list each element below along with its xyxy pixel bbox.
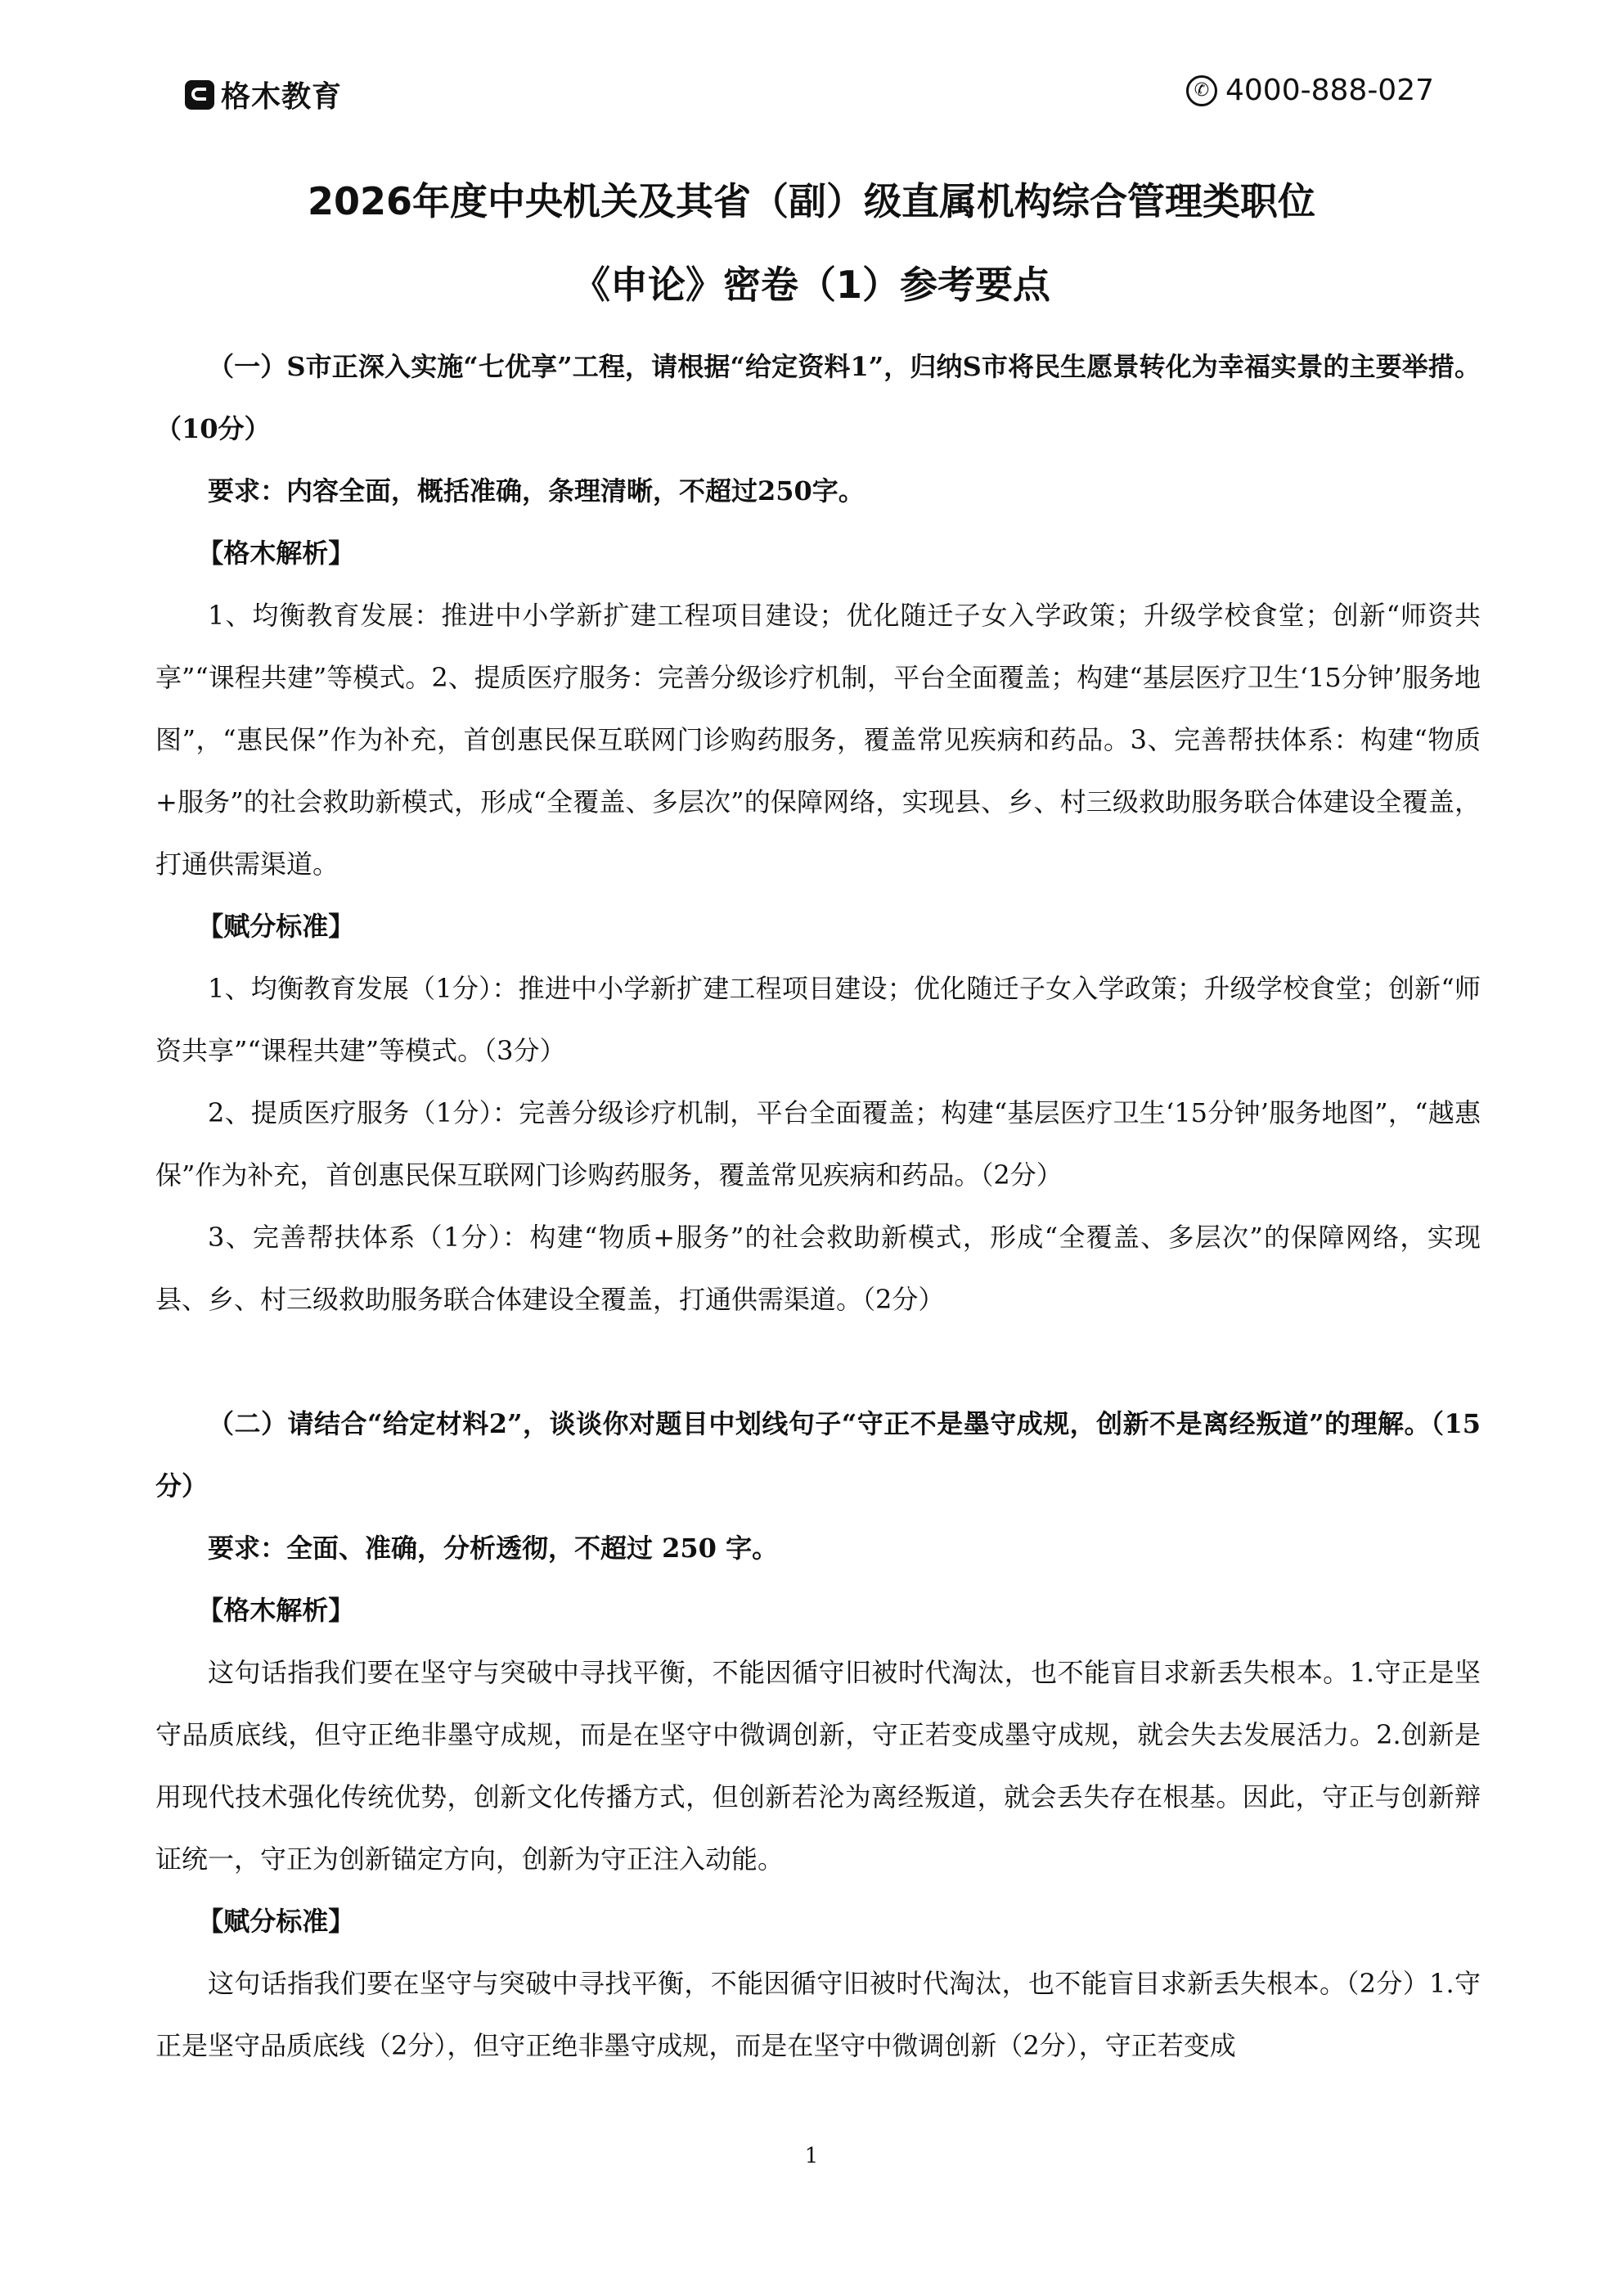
- question-2: （二）请结合“给定材料2”，谈谈你对题目中划线句子“守正不是墨守成规，创新不是离经叛道”的理解。（15分）: [155, 1408, 1481, 1501]
- phone-icon: ✆: [1186, 75, 1217, 106]
- brand-logo: [185, 74, 342, 115]
- hotline-number: 4000-888-027: [1225, 74, 1435, 107]
- brand-logo-icon: [185, 80, 214, 110]
- page-number: 1: [804, 2144, 819, 2168]
- document-body: [155, 335, 1481, 2077]
- hotline: [1186, 74, 1434, 107]
- document-title-line1: 2026年度中央机关及其省（副）级直属机构综合管理类职位: [307, 179, 1316, 223]
- question-1-scoring-heading: 【赋分标准】: [197, 911, 355, 942]
- question-1-requirement: 要求：内容全面，概括准确，条理清晰，不超过250字。: [208, 475, 865, 506]
- question-2-analysis: 这句话指我们要在坚守与突破中寻找平衡，不能因循守旧被时代淘汰，也不能盲目求新丢失根本。1.守正是坚守品质底线，但守正绝非墨守成规，而是在坚守中微调创新，守正若变成墨守成规，就会失去发展活力。2.创新是用现代技术强化传统优势，创新文化传播方式，但创新若沦为离经叛道，就会丢失存在根基。因此，守正与创新辩证统一，守正为创新锚定方向，创新为守正注入动能。: [155, 1657, 1481, 1875]
- question-1-scoring-item: 2、提质医疗服务（1分）：完善分级诊疗机制，平台全面覆盖；构建“基层医疗卫生‘15分钟’服务地图”，“越惠保”作为补充，首创惠民保互联网门诊购药服务，覆盖常见疾病和药品。（2分）: [155, 1097, 1481, 1191]
- question-1-scoring-item: 1、均衡教育发展（1分）：推进中小学新扩建工程项目建设；优化随迁子女入学政策；升级学校食堂；创新“师资共享”“课程共建”等模式。（3分）: [155, 973, 1481, 1066]
- section-spacer: [155, 1330, 1481, 1393]
- document-title-line2: 《申论》密卷（1）参考要点: [572, 263, 1050, 307]
- page-header: [0, 0, 1623, 139]
- question-1: （一）S市正深入实施“七优享”工程，请根据“给定资料1”，归纳S市将民生愿景转化为幸福实景的主要举措。（10分）: [155, 351, 1481, 444]
- brand-name: 格木教育: [221, 80, 343, 114]
- question-2-requirement: 要求：全面、准确，分析透彻，不超过 250 字。: [208, 1533, 779, 1564]
- question-1-analysis-heading: 【格木解析】: [197, 538, 355, 569]
- question-2-scoring: 这句话指我们要在坚守与突破中寻找平衡，不能因循守旧被时代淘汰，也不能盲目求新丢失根本。（2分）1.守正是坚守品质底线（2分），但守正绝非墨守成规，而是在坚守中微调创新（2分），守正若变成: [155, 1968, 1481, 2061]
- question-2-analysis-heading: 【格木解析】: [197, 1595, 355, 1626]
- question-1-analysis: 1、均衡教育发展：推进中小学新扩建工程项目建设；优化随迁子女入学政策；升级学校食堂；创新“师资共享”“课程共建”等模式。2、提质医疗服务：完善分级诊疗机制，平台全面覆盖；构建“基层医疗卫生‘15分钟’服务地图”，“惠民保”作为补充，首创惠民保互联网门诊购药服务，覆盖常见疾病和药品。3、完善帮扶体系：构建“物质+服务”的社会救助新模式，形成“全覆盖、多层次”的保障网络，实现县、乡、村三级救助服务联合体建设全覆盖，打通供需渠道。: [155, 600, 1481, 880]
- question-1-scoring-item: 3、完善帮扶体系（1分）：构建“物质+服务”的社会救助新模式，形成“全覆盖、多层次”的保障网络，实现县、乡、村三级救助服务联合体建设全覆盖，打通供需渠道。（2分）: [155, 1222, 1481, 1315]
- question-2-scoring-heading: 【赋分标准】: [197, 1906, 355, 1937]
